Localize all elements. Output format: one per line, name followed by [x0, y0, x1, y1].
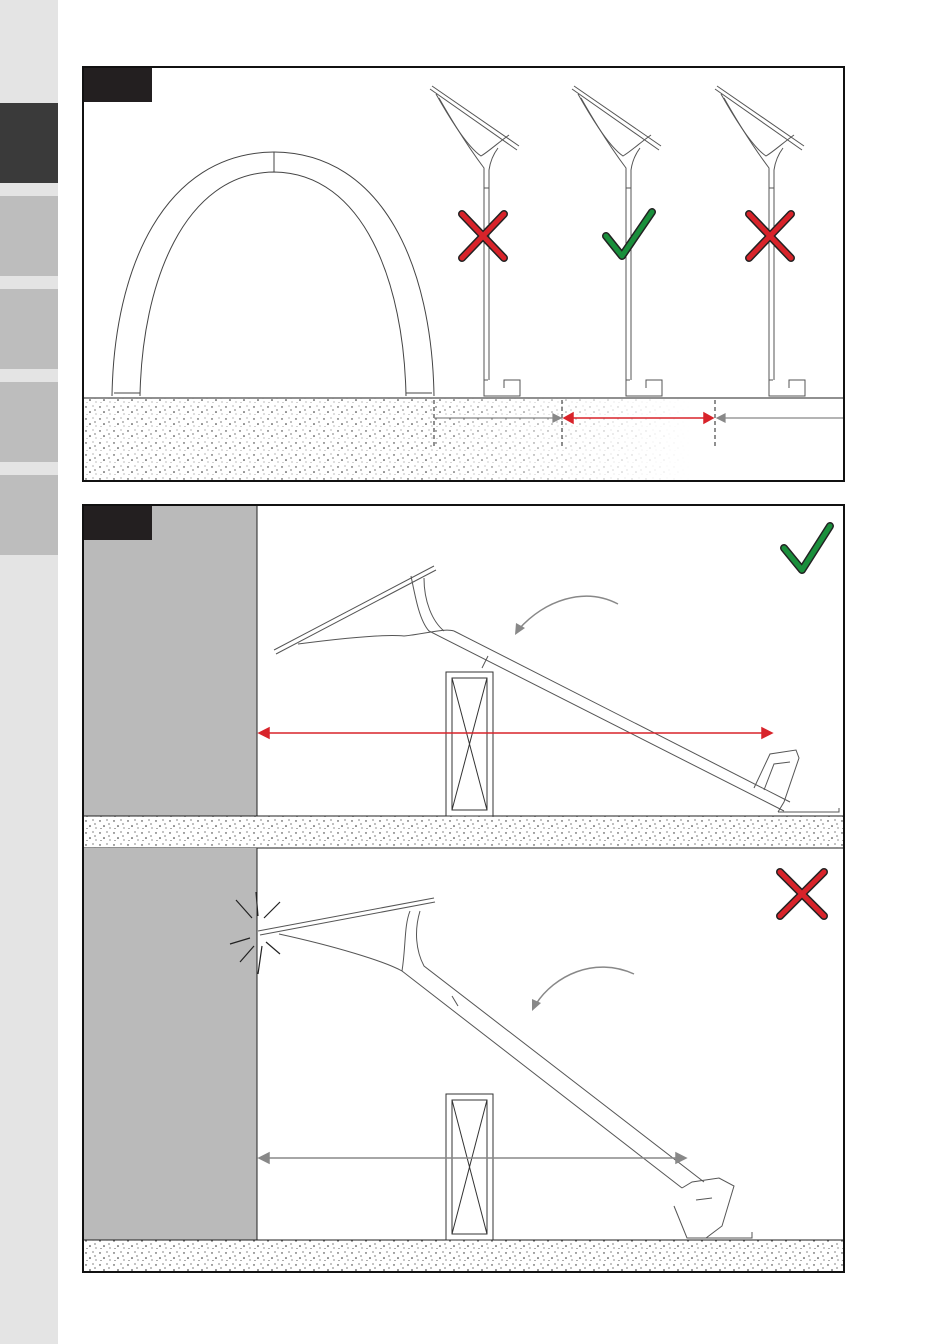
cross-icon-fill: [462, 214, 504, 258]
obstacle-box: [446, 672, 493, 816]
wall-section: [84, 506, 257, 816]
cross-icon-fill: [780, 872, 824, 916]
pole-middle: [572, 86, 662, 396]
side-tab-5[interactable]: [0, 475, 58, 555]
rotation-arrow: [536, 967, 634, 1004]
figure-top-drawing: [84, 68, 843, 480]
side-tab-1[interactable]: [0, 103, 58, 183]
tilted-pole-incorrect: [258, 898, 752, 1238]
ground-texture: [84, 816, 843, 848]
figure-bottom-panel: [82, 504, 845, 1273]
rotation-arrow-head: [532, 999, 541, 1011]
ground-texture: [84, 398, 843, 480]
check-icon: [784, 526, 830, 570]
cross-icon-fill: [749, 214, 791, 258]
check-icon: [606, 212, 652, 256]
side-tab-4[interactable]: [0, 382, 58, 462]
ground-texture: [84, 1240, 843, 1271]
figure-bottom-drawing: [84, 506, 843, 1271]
figure-label-box: [84, 506, 152, 540]
wall-section: [84, 848, 257, 1240]
red-distance-arrow: [259, 728, 772, 738]
side-tab-2[interactable]: [0, 196, 58, 276]
side-tab-3[interactable]: [0, 289, 58, 369]
obstacle-box: [446, 1094, 493, 1240]
figure-top-panel: [82, 66, 845, 482]
side-index-strip: [0, 0, 58, 1344]
arch-structure: [112, 152, 434, 396]
rotation-arrow: [519, 596, 618, 629]
